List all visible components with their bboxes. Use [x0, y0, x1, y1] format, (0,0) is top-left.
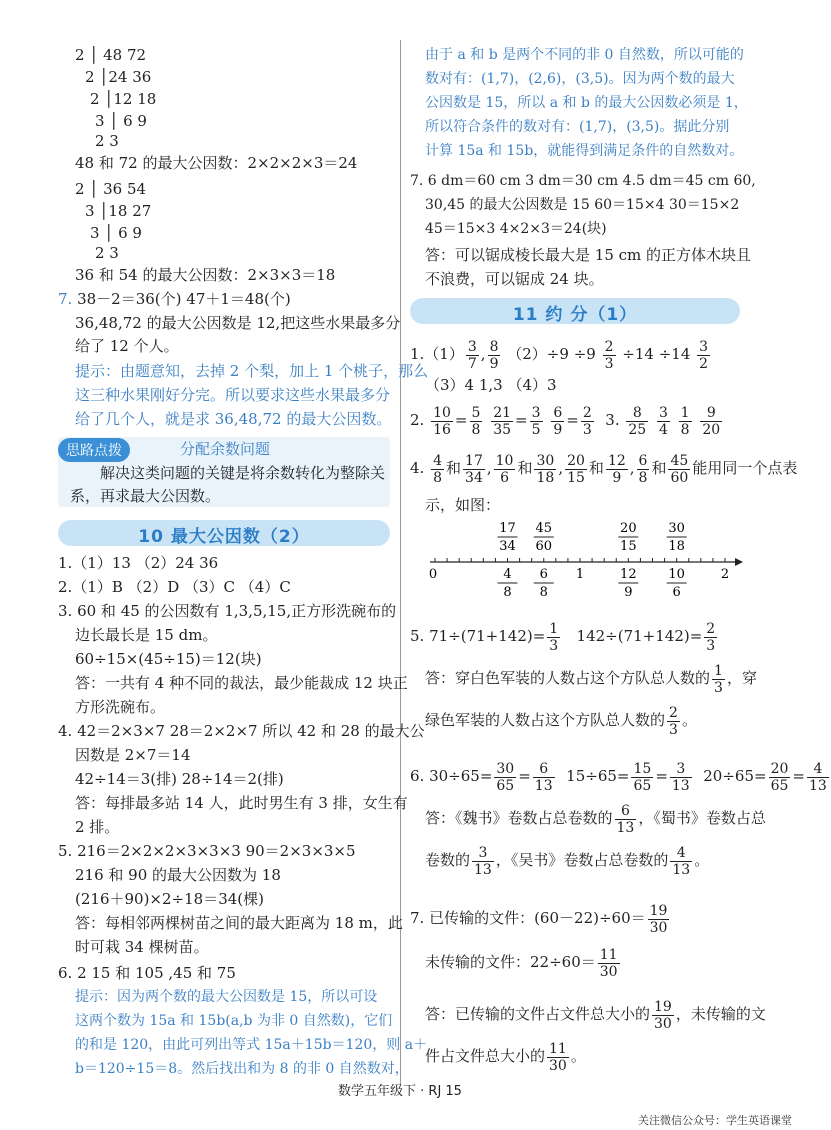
answer-line: 6. 2 15 和 105 ,45 和 75 [58, 964, 236, 982]
answer-6: 6. 30÷65= $\frac{30}{65}$ = $\frac{6}{13}$ 15÷65= $\frac{15}{65}$ = $\frac{3}{13}$ 20÷65= $\frac{20}{65}$ = $\frac{4}{13}$ [410, 760, 827, 794]
answer-line: 答：每相邻两棵树苗之间的最大距离为 18 m，此 [75, 914, 403, 932]
number-line-label-bottom-num: 4 [503, 567, 512, 582]
number-line-int-label: 0 [428, 567, 438, 582]
page-footer: 数学五年级下 · RJ 15 [338, 1084, 462, 1099]
number-line-label-bottom-num: 12 [620, 567, 637, 582]
answer-line: 30,45 的最大公因数是 15 60＝15×4 30＝15×2 [425, 197, 740, 213]
division-row: 3 │18 27 [85, 202, 152, 220]
hint-line: 所以符合条件的数对有：(1,7)，(3,5)。据此分别 [425, 119, 730, 135]
number-line-label-bottom-den: 8 [539, 585, 548, 600]
answer-line: 42÷14＝3(排) 28÷14＝2(排) [75, 770, 284, 788]
answer-5-text: 答：穿白色军装的人数占这个方队总人数的 $\frac{1}{3}$ ，穿 [425, 662, 757, 696]
answer-line: 1.（1）13 （2）24 36 [58, 554, 219, 572]
answer-line: 2.（1）B （2）D （3）C （4）C [58, 578, 291, 596]
answer-7-line: 7. 38－2＝36(个) 47＋1＝48(个) [58, 290, 291, 308]
division-row: 2 │ 36 54 [75, 180, 147, 198]
insight-title: 分配余数问题 [180, 440, 271, 458]
answer-line: 答：一共有 4 种不同的裁法，最少能裁成 12 块正 [75, 674, 408, 692]
division-row: 2 │ 48 72 [75, 46, 147, 64]
section-banner-10: 10 最大公因数（2） [58, 520, 390, 546]
division-row: 2 │12 18 [90, 90, 157, 108]
number-line-label-top-num: 45 [535, 521, 553, 536]
answer-line: 方形洗碗布。 [75, 698, 166, 716]
number-line-label-bottom-den: 6 [672, 585, 681, 600]
hint-line: 这两个数为 15a 和 15b(a,b 为非 0 自然数)，它们 [75, 1013, 393, 1029]
number-line-label-bottom-den: 9 [624, 585, 633, 600]
division-row: 2 │24 36 [85, 68, 152, 86]
number-line-label-bottom-num: 10 [668, 567, 685, 582]
answer-2-3: 2. $\frac{10}{16}$ = $\frac{5}{8}$ $\frac{21}{35}$ = $\frac{3}{5}$ $\frac{6}{9}$ = $\frac{2}{3}$ 3. $\frac{8}{25}$ $\frac{3}{4}$ $\frac{1}{8}$ $\frac{9}{20}$ [410, 404, 721, 438]
number-line-int-label: 2 [720, 567, 730, 582]
number-line-label-top-den: 34 [499, 539, 516, 554]
hint-line: 给了几个人，就是求 36,48,72 的最大公因数。 [75, 410, 392, 428]
gcd-result: 48 和 72 的最大公因数：2×2×2×3＝24 [75, 154, 358, 172]
answer-7-line: 36,48,72 的最大公因数是 12,把这些水果最多分 [75, 314, 401, 332]
hint-line: 提示：由题意知，去掉 2 个梨，加上 1 个桃子，那么 [75, 362, 429, 380]
hint-line: 计算 15a 和 15b，就能得到满足条件的自然数对。 [425, 143, 744, 159]
number-line-label-bottom-num: 6 [539, 567, 548, 582]
answer-line: 7. 6 dm＝60 cm 3 dm＝30 cm 4.5 dm＝45 cm 60, [410, 173, 756, 189]
number-line-label-top-den: 15 [620, 539, 637, 554]
hint-line: 公因数是 15，所以 a 和 b 的最大公因数必须是 1， [425, 95, 748, 111]
answer-line: 时可栽 34 棵树苗。 [75, 938, 209, 956]
answer-line: 45＝15×3 4×2×3＝24(块) [425, 221, 607, 237]
number-line-label-top-den: 60 [535, 539, 553, 554]
division-row: 3 │ 6 9 [90, 224, 142, 242]
answer-6-text: 答：《魏书》卷数占总卷数的 $\frac{6}{13}$ ，《蜀书》卷数占总 [425, 802, 766, 836]
answer-7: 7. 已传输的文件：(60－22)÷60＝ $\frac{19}{30}$ [410, 902, 668, 936]
number-line [425, 520, 745, 610]
answer-line: 216 和 90 的最大公因数为 18 [75, 866, 281, 884]
number-line-label-top-num: 30 [668, 521, 685, 536]
answer-5: 5. 71÷(71+142)= $\frac{1}{3}$ 142÷(71+142)= $\frac{2}{3}$ [410, 620, 716, 654]
answer-7-line: 给了 12 个人。 [75, 337, 179, 355]
hint-line: b＝120÷15＝8。然后找出和为 8 的非 0 自然数对， [75, 1061, 409, 1077]
section-banner-11: 11 约 分（1） [410, 298, 740, 324]
number-line-int-label: 1 [575, 567, 585, 582]
answer-line: 边长最长是 15 dm。 [75, 626, 218, 644]
answer-5-text2: 绿色军装的人数占这个方队总人数的 $\frac{2}{3}$ 。 [425, 704, 697, 738]
answer-4-line2: 示，如图： [425, 496, 501, 514]
number-line-label-top-num: 20 [620, 521, 637, 536]
corner-note: 关注微信公众号：学生英语课堂 [638, 1114, 792, 1127]
answer-line: 3. 60 和 45 的公因数有 1,3,5,15,正方形洗碗布的 [58, 602, 397, 620]
hint-line: 的和是 120，由此可列出等式 15a＋15b＝120，则 a＋ [75, 1037, 428, 1053]
answer-line: 因数是 2×7＝14 [75, 746, 191, 764]
number-line-label-top-den: 18 [668, 539, 685, 554]
answer-line: 不浪费，可以锯成 24 块。 [425, 270, 604, 288]
insight-label: 思路点拨 [58, 438, 130, 462]
insight-text: 系，再求最大公因数。 [70, 487, 221, 505]
hint-line: 这三种水果刚好分完。所以要求这些水果最多分 [75, 386, 391, 404]
answer-line: 答：每排最多站 14 人，此时男生有 3 排，女生有 [75, 794, 408, 812]
answer-6-text2: 卷数的 $\frac{3}{13}$ ，《吴书》卷数占总卷数的 $\frac{4}{13}$ 。 [425, 844, 710, 878]
hint-line: 提示：因为两个数的最大公因数是 15，所以可设 [75, 989, 378, 1005]
division-row: 3 │ 6 9 [95, 112, 147, 130]
answer-7-text: 答：已传输的文件占文件总大小的 $\frac{19}{30}$ ，未传输的文 [425, 998, 766, 1032]
division-row: 2 3 [95, 132, 119, 150]
gcd-result: 36 和 54 的最大公因数：2×3×3＝18 [75, 266, 336, 284]
division-row: 2 3 [95, 244, 119, 262]
answer-line: 5. 216＝2×2×2×3×3×3 90＝2×3×3×5 [58, 842, 356, 860]
insight-text: 解决这类问题的关键是将余数转化为整除关 [100, 464, 386, 482]
answer-line: 答：可以锯成棱长最大是 15 cm 的正方体木块且 [425, 246, 752, 264]
answer-line: 4. 42＝2×3×7 28＝2×2×7 所以 42 和 28 的最大公 [58, 722, 425, 740]
answer-4: 4. $\frac{4}{8}$ 和 $\frac{17}{34}$ , $\frac{10}{6}$ 和 $\frac{30}{18}$ , $\frac{20}{15}$ 和 $\frac{12}{9}$ , $\frac{6}{8}$ 和 $\frac{45}{60}$ 能用同一个点表 [410, 452, 798, 486]
answer-line: 60÷15×(45÷15)＝12(块) [75, 650, 262, 668]
answer-1-line2: （3）4 1,3 （4）3 [425, 376, 557, 394]
number-line-label-bottom-den: 8 [503, 585, 512, 600]
hint-line: 由于 a 和 b 是两个不同的非 0 自然数，所以可能的 [425, 47, 744, 63]
answer-7-line2: 未传输的文件：22÷60＝ $\frac{11}{30}$ [425, 946, 618, 980]
answer-1: 1.（1） $\frac{3}{7}$ , $\frac{8}{9}$ （2）÷9 ÷9 $\frac{2}{3}$ ÷14 ÷14 $\frac{3}{2}$ [410, 338, 709, 372]
hint-line: 数对有：(1,7)，(2,6)，(3,5)。因为两个数的最大 [425, 71, 735, 87]
answer-7-text2: 件占文件总大小的 $\frac{11}{30}$ 。 [425, 1040, 586, 1074]
answer-line: 2 排。 [75, 818, 120, 836]
answer-line: (216＋90)×2÷18＝34(棵) [75, 890, 264, 908]
number-line-label-top-num: 17 [499, 521, 516, 536]
